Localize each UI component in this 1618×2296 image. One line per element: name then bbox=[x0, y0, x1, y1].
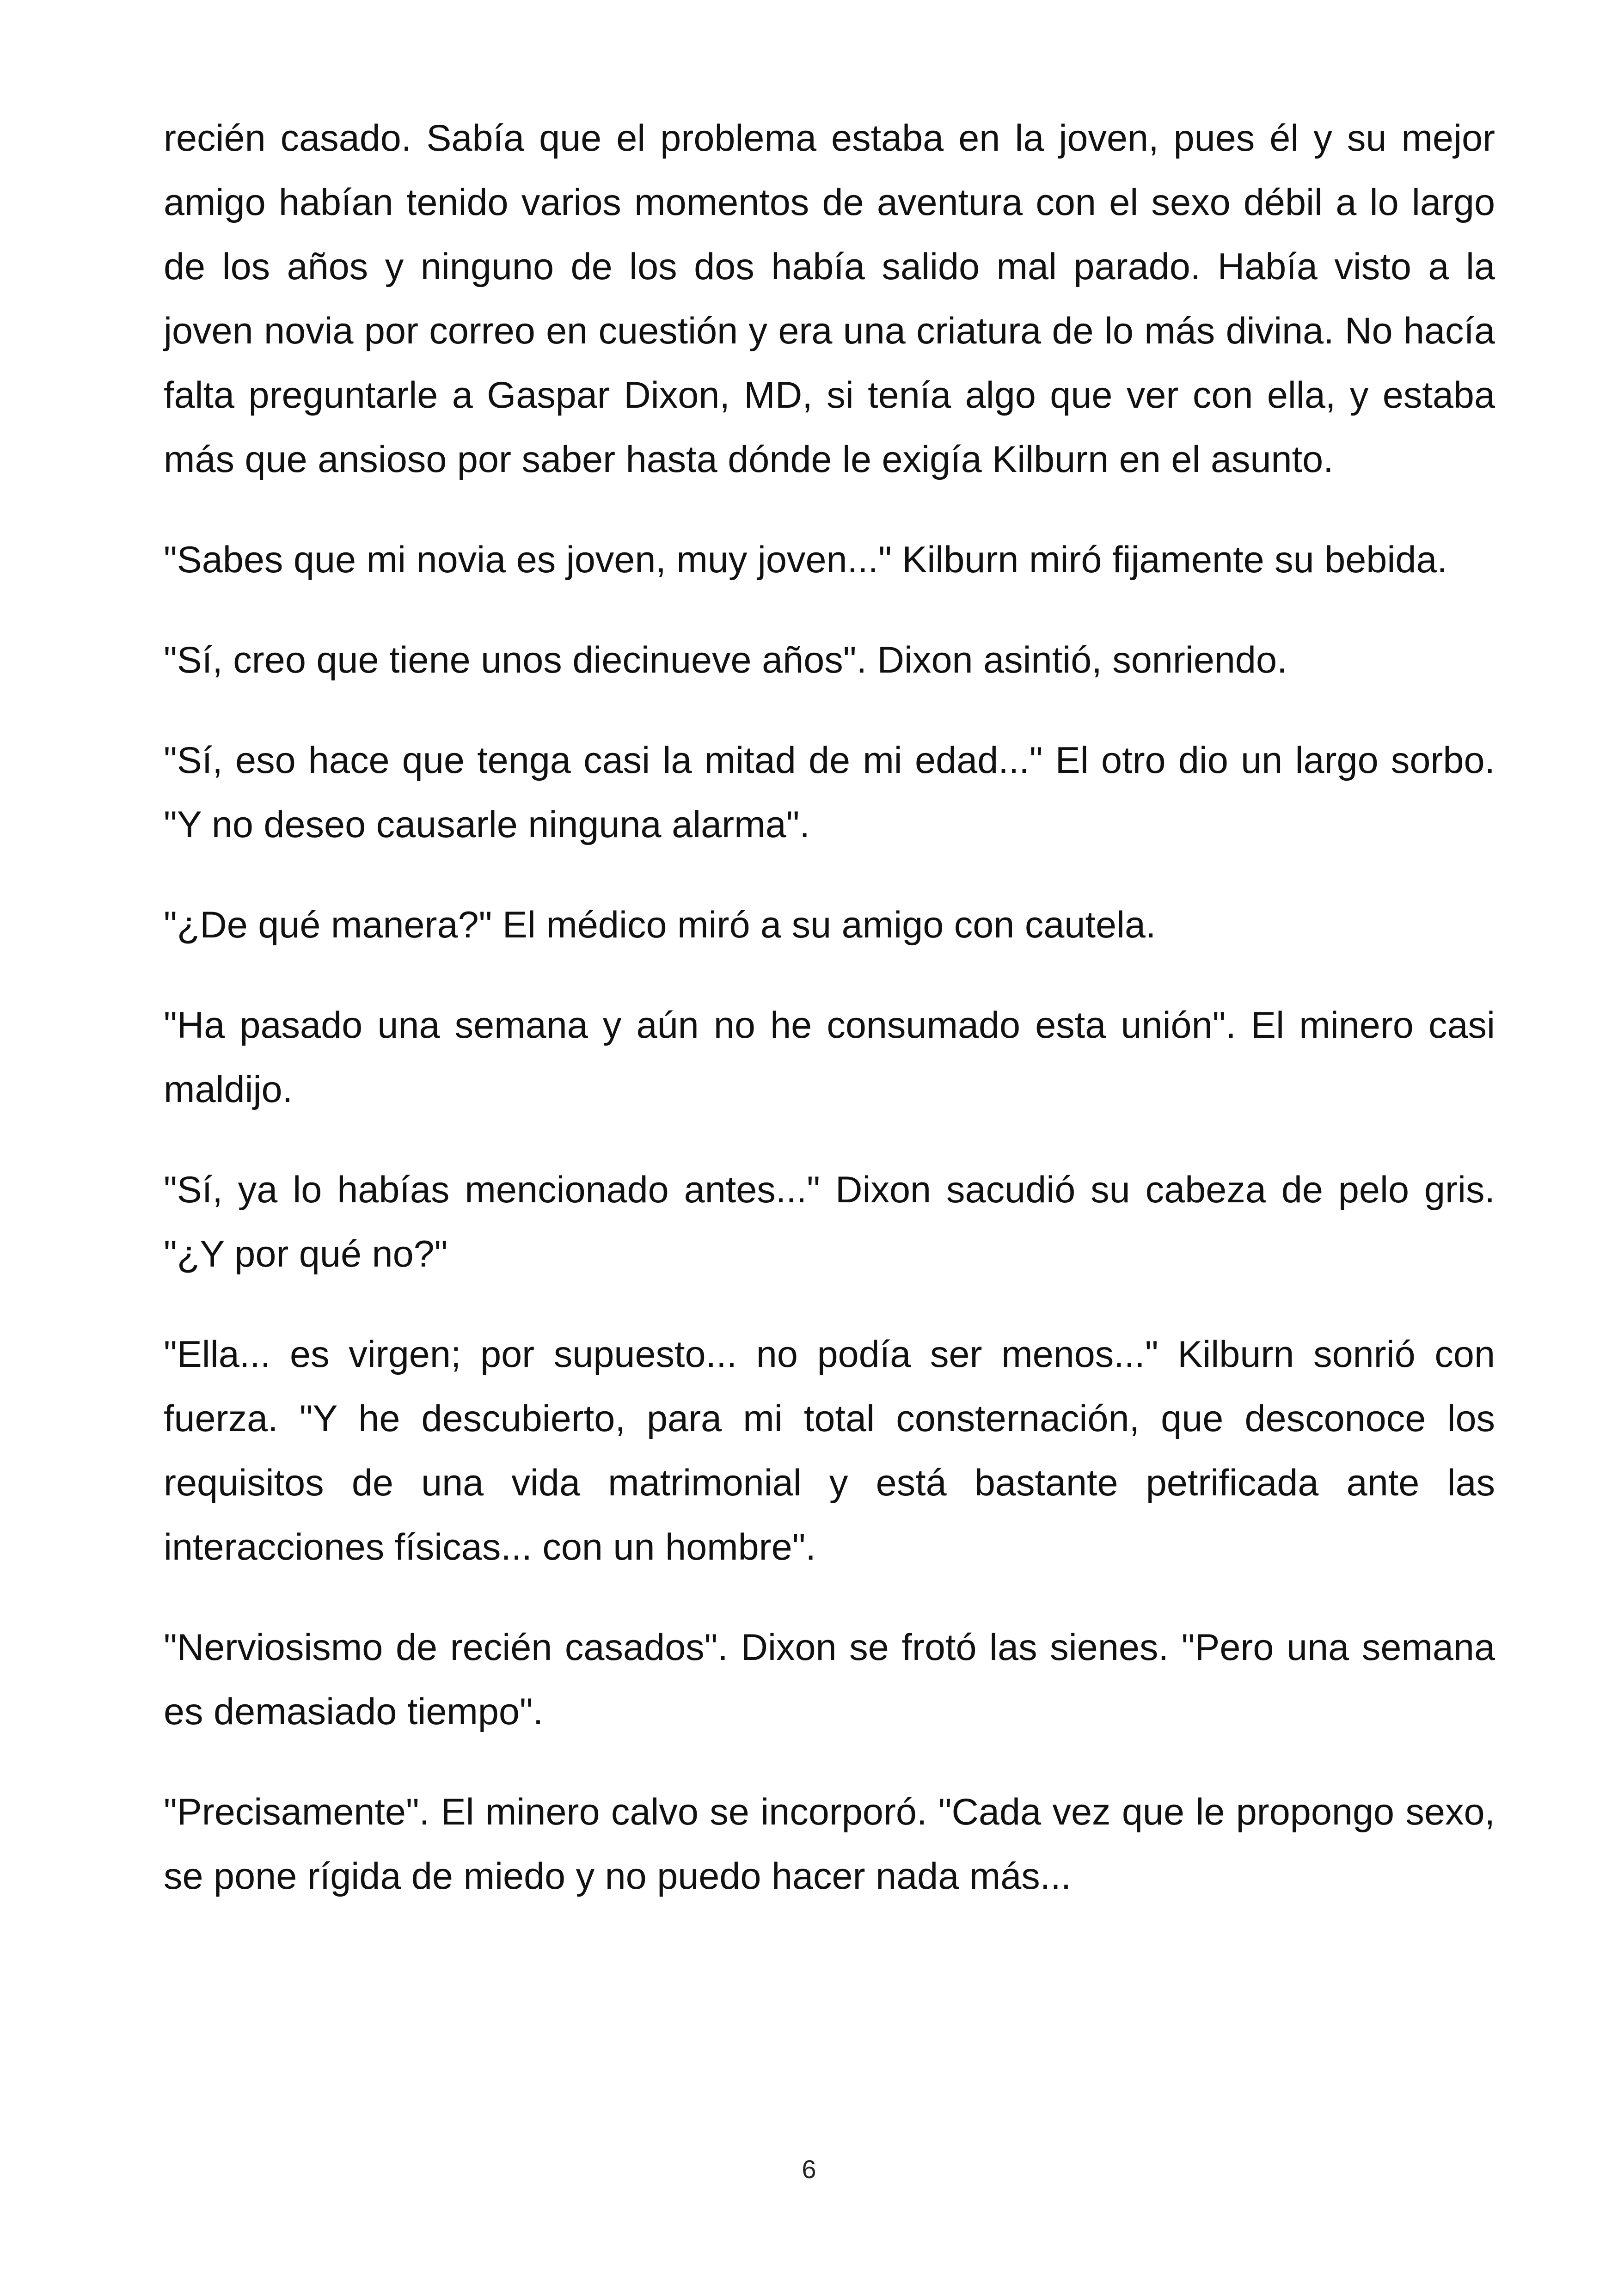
paragraph-10: "Precisamente". El minero calvo se incorporó. "Cada vez que le propongo sexo, se pone rígida de miedo y no puedo hacer nada más... bbox=[164, 1791, 1495, 1897]
paragraph-3: "Sí, creo que tiene unos diecinueve años". Dixon asintió, sonriendo. bbox=[164, 639, 1287, 681]
paragraph-6: "Ha pasado una semana y aún no he consumado esta unión". El minero casi maldijo. bbox=[164, 1004, 1495, 1110]
paragraph-2: "Sabes que mi novia es joven, muy joven..." Kilburn miró fijamente su bebida. bbox=[164, 539, 1447, 581]
paragraph-4: "Sí, eso hace que tenga casi la mitad de mi edad..." El otro dio un largo sorbo. "Y no deseo causarle ninguna alarma". bbox=[164, 740, 1495, 845]
body-text bbox=[164, 106, 1495, 1945]
page-number: 6 bbox=[802, 2155, 816, 2184]
paragraph-1: recién casado. Sabía que el problema estaba en la joven, pues él y su mejor amigo habían tenido varios momentos de aventura con el sexo débil a lo largo de los años y ninguno de los dos había salido mal parado. Había visto a la joven novia por correo en cuestión y era una criatura de lo más divina. No hacía falta preguntarle a Gaspar Dixon, MD, si tenía algo que ver con ella, y estaba más que ansioso por saber hasta dónde le exigía Kilburn en el asunto. bbox=[164, 117, 1495, 480]
paragraph-5: "¿De qué manera?" El médico miró a su amigo con cautela. bbox=[164, 904, 1156, 946]
paragraph-7: "Sí, ya lo habías mencionado antes..." Dixon sacudió su cabeza de pelo gris. "¿Y por qué no?" bbox=[164, 1169, 1495, 1275]
paragraph-9: "Nerviosismo de recién casados". Dixon se frotó las sienes. "Pero una semana es demasiado tiempo". bbox=[164, 1627, 1495, 1733]
paragraph-8: "Ella... es virgen; por supuesto... no podía ser menos..." Kilburn sonrió con fuerza. "Y he descubierto, para mi total consternación, que desconoce los requisitos de una vida matrimonial y está bastante petrificada ante las interacciones físicas... con un hombre". bbox=[164, 1334, 1495, 1568]
